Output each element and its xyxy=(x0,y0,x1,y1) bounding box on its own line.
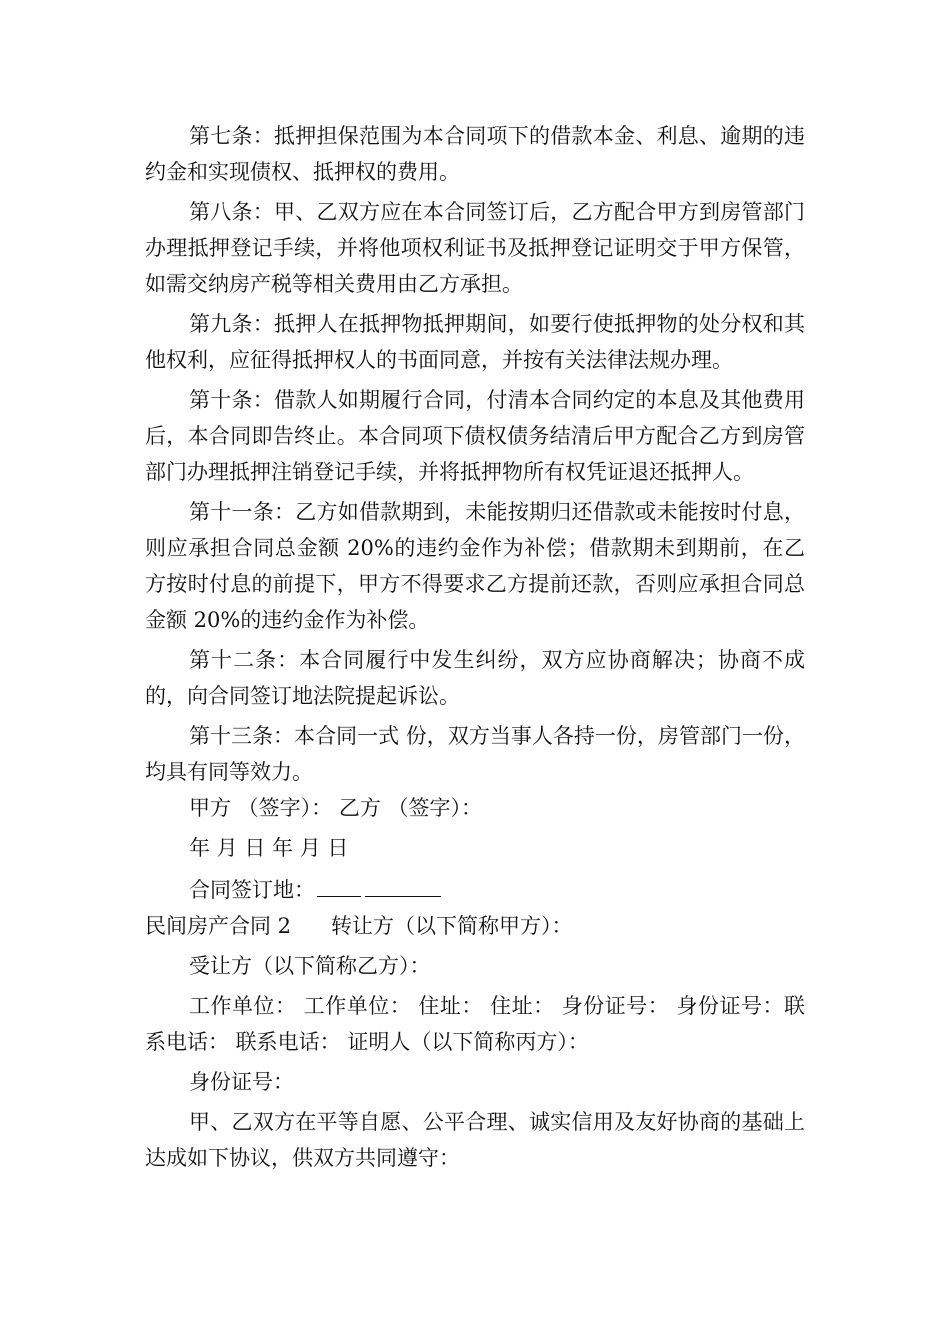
signing-place-line xyxy=(145,870,805,908)
contract2-title: 民间房产合同 2 xyxy=(145,914,292,938)
article-12: 第十二条：本合同履行中发生纠纷，双方应协商解决；协商不成的，向合同签订地法院提起诉讼。 xyxy=(145,648,805,708)
contract2-heading-line xyxy=(145,908,805,944)
article-9: 第九条：抵押人在抵押物抵押期间，如要行使抵押物的处分权和其他权利，应征得抵押权人的书面同意，并按有关法律法规办理。 xyxy=(145,312,805,372)
article-7: 第七条：抵押担保范围为本合同项下的借款本金、利息、逾期的违约金和实现债权、抵押权的费用。 xyxy=(145,124,805,184)
document-body xyxy=(145,118,805,1176)
agreement-intro: 甲、乙双方在平等自愿、公平合理、诚实信用及友好协商的基础上达成如下协议，供双方共同遵守： xyxy=(145,1110,805,1170)
date-line: 年 月 日 年 月 日 xyxy=(189,836,349,860)
article-11: 第十一条：乙方如借款期到，未能按期归还借款或未能按时付息，则应承担合同总金额 20%的违约金作为补偿；借款期未到期前，在乙方按时付息的前提下，甲方不得要求乙方提前还款，否则应承担合同总金额 20%的违约金作为补偿。 xyxy=(145,500,805,632)
id-number-label: 身份证号： xyxy=(189,1070,294,1094)
transferor-label: 转让方（以下简称甲方）： xyxy=(331,914,573,938)
signature-line: 甲方 （签字）： 乙方 （签字）： xyxy=(189,796,483,820)
signing-place-label: 合同签订地： xyxy=(189,878,315,902)
article-8: 第八条：甲、乙双方应在本合同签订后，乙方配合甲方到房管部门办理抵押登记手续，并将他项权利证书及抵押登记证明交于甲方保管，如需交纳房产税等相关费用由乙方承担。 xyxy=(145,200,805,296)
blank-underline xyxy=(365,870,441,897)
article-10: 第十条：借款人如期履行合同，付清本合同约定的本息及其他费用后，本合同即告终止。本合同项下债权债务结清后甲方配合乙方到房管部门办理抵押注销登记手续，并将抵押物所有权凭证退还抵押人。 xyxy=(145,388,805,484)
transferee-label: 受让方（以下简称乙方）： xyxy=(189,954,431,978)
blank-underline xyxy=(317,870,361,897)
article-13: 第十三条：本合同一式 份，双方当事人各持一份，房管部门一份，均具有同等效力。 xyxy=(145,724,805,784)
party-info: 工作单位： 工作单位： 住址： 住址： 身份证号： 身份证号：联系电话： 联系电话： 证明人（以下简称丙方）： xyxy=(145,994,805,1054)
